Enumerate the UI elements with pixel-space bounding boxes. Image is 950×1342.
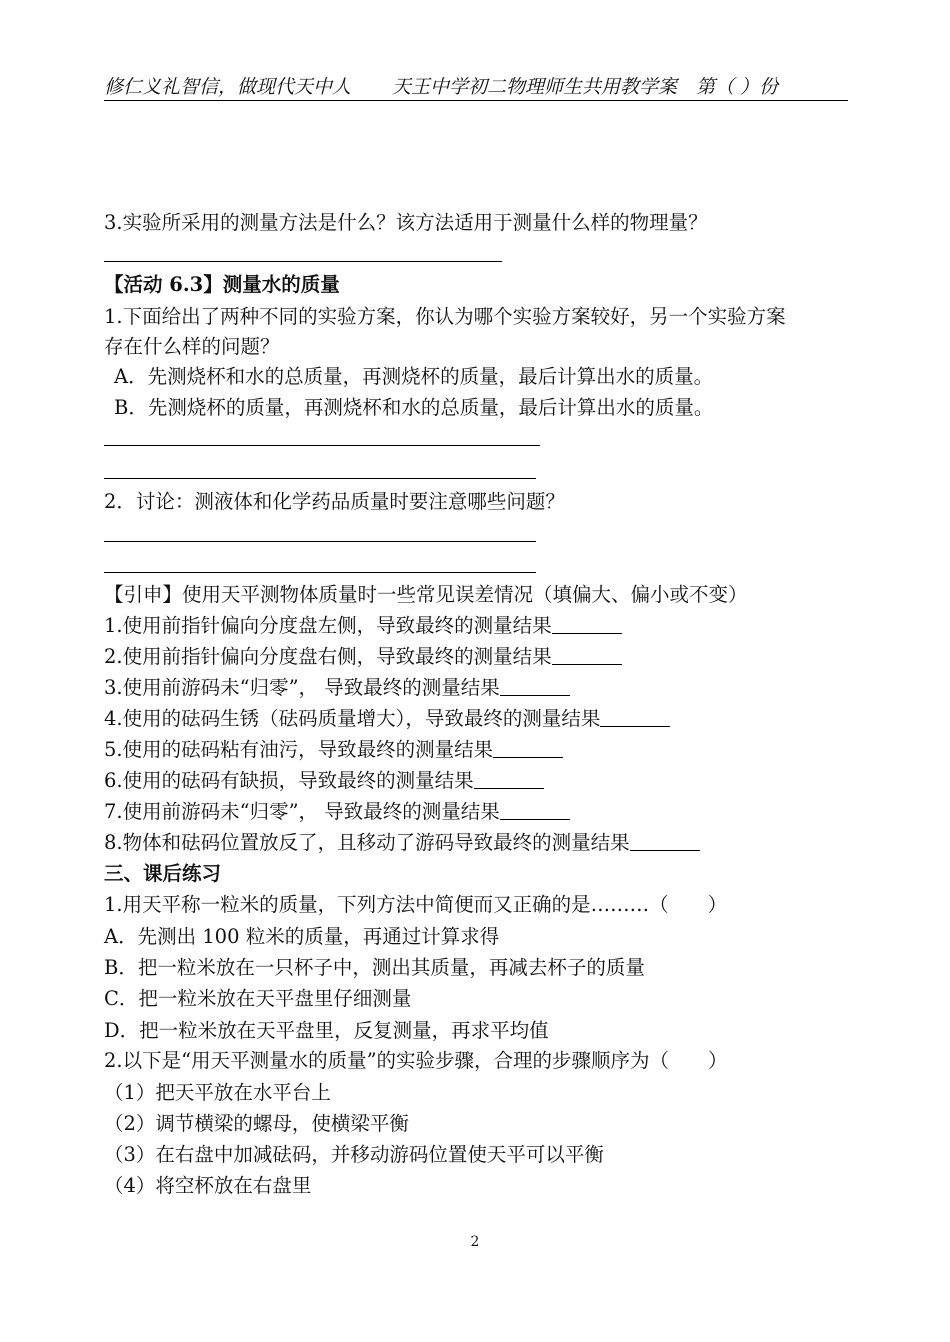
extension-intro: 【引申】使用天平测物体质量时一些常见误差情况（填偏大、偏小或不变）: [104, 583, 748, 606]
question-3: 3.实验所采用的测量方法是什么？该方法适用于测量什么样的物理量？: [104, 211, 708, 234]
list-item: 4.使用的砝码生锈（砝码质量增大），导致最终的测量结果: [104, 706, 670, 732]
header-title: 天王中学初二物理师生共用教学案 第（ ）份: [392, 76, 779, 98]
activity-q1-line2: 存在什么样的问题？: [104, 335, 280, 358]
page-number: 2: [470, 1234, 480, 1250]
fill-blank[interactable]: [600, 708, 670, 727]
fill-blank[interactable]: [500, 801, 570, 820]
practice-q2-step: （4）将空杯放在右盘里: [104, 1174, 312, 1197]
list-item: 2.使用前指针偏向分度盘右侧，导致最终的测量结果: [104, 644, 622, 670]
list-item: 7.使用前游码未“归零”， 导致最终的测量结果: [104, 799, 570, 825]
answer-line: [104, 541, 536, 542]
practice-q1: 1.用天平称一粒米的质量，下列方法中简便而又正确的是………（ ）: [104, 893, 728, 916]
list-item: 8.物体和砝码位置放反了，且移动了游码导致最终的测量结果: [104, 830, 700, 856]
fill-blank[interactable]: [500, 677, 570, 696]
page-header: [104, 76, 848, 101]
header-motto: 修仁义礼智信，做现代天中人: [104, 76, 352, 98]
practice-q2-step: （3）在右盘中加减砝码，并移动游码位置使天平可以平衡: [104, 1143, 604, 1166]
fill-blank[interactable]: [630, 832, 700, 851]
activity-q1-line1: 1.下面给出了两种不同的实验方案，你认为哪个实验方案较好，另一个实验方案: [104, 305, 786, 328]
answer-line: [104, 445, 540, 446]
answer-line: [104, 572, 536, 573]
fill-blank[interactable]: [493, 739, 563, 758]
option-b: B．先测烧杯的质量，再测烧杯和水的总质量，最后计算出水的质量。: [114, 396, 714, 419]
practice-q1-option-c: C．把一粒米放在天平盘里仔细测量: [104, 987, 412, 1010]
activity-q2: 2．讨论：测液体和化学药品质量时要注意哪些问题？: [104, 490, 565, 513]
practice-q2-step: （2）调节横梁的螺母，使横梁平衡: [104, 1112, 409, 1135]
answer-line: [104, 261, 502, 262]
practice-q1-option-d: D．把一粒米放在天平盘里，反复测量，再求平均值: [104, 1019, 549, 1042]
list-item: 6.使用的砝码有缺损，导致最终的测量结果: [104, 768, 544, 794]
fill-blank[interactable]: [552, 646, 622, 665]
practice-q2: 2.以下是“用天平测量水的质量”的实验步骤，合理的步骤顺序为（ ）: [104, 1049, 728, 1072]
answer-line: [104, 478, 536, 479]
list-item: 5.使用的砝码粘有油污，导致最终的测量结果: [104, 737, 563, 763]
practice-q1-option-b: B．把一粒米放在一只杯子中，测出其质量，再减去杯子的质量: [104, 956, 645, 979]
fill-blank[interactable]: [474, 770, 544, 789]
list-item: 3.使用前游码未“归零”， 导致最终的测量结果: [104, 675, 570, 701]
practice-q2-step: （1）把天平放在水平台上: [104, 1081, 331, 1104]
list-item: 1.使用前指针偏向分度盘左侧，导致最终的测量结果: [104, 613, 622, 639]
fill-blank[interactable]: [552, 615, 622, 634]
option-a: A．先测烧杯和水的总质量，再测烧杯的质量，最后计算出水的质量。: [114, 365, 714, 388]
activity-title: 【活动 6.3】测量水的质量: [104, 273, 340, 296]
section-title: 三、课后练习: [104, 862, 222, 885]
practice-q1-option-a: A．先测出 100 粒米的质量，再通过计算求得: [104, 925, 500, 948]
